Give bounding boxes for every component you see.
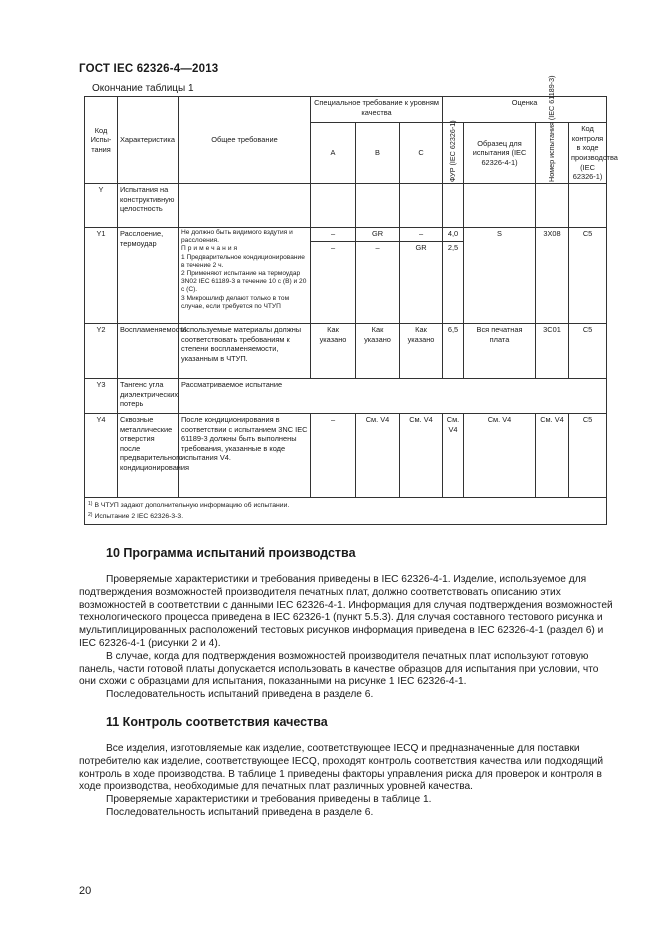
table-row [85, 184, 607, 228]
row-y1-c2: GR [400, 242, 443, 324]
row-y1-test: 3X08 [536, 228, 569, 324]
document-header: ГОСТ IEC 62326-4—2013 [79, 63, 219, 75]
footnote-2: $^{2)}$ Испытание 2 IEC 62326-3-3. [88, 512, 184, 520]
row-y3-general: Рассматриваемое испытание [179, 379, 607, 414]
row-y1-control: C5 [569, 228, 607, 324]
header-special: Специальное требование к уровням качества [311, 97, 443, 123]
row-y1-c1: – [400, 228, 443, 242]
header-code: Код Испы-тания [85, 97, 118, 184]
header-fur: ФУР (IEC 62326-1) [447, 120, 457, 182]
row-y1-note3: 3 Микрошлиф делают только в том случае, если требуется по ЧТУП [181, 294, 290, 310]
section-10-title: 10 Программа испытаний производства [106, 546, 356, 560]
row-y1-general: Не должно быть видимого вздутия и расслоения. [181, 229, 293, 245]
section-10-body [79, 574, 613, 702]
row-y1-b2: – [356, 242, 400, 324]
row-y1-fur1: 4,0 [443, 228, 464, 242]
row-y4-b: См. V4 [356, 414, 400, 498]
row-y4-test: См. V4 [536, 414, 569, 498]
row-y1-characteristic: Расслоение, термоудар [118, 228, 179, 324]
section-10-paragraph: Проверяемые характеристики и требования приведены в IEC 62326-4-1. Изделие, используемое для подтверждения возможностей производителя печатных плат, должно соответствовать описанию этих возможностей в соответствии с данными IEC 62326-4-1. Информация для случая подтверждения возможностей технологического процесса приведена в IEC 62326-1 (пункт 5.5.3). Для случая составного тестового рисунка и мультиплицированных расположений тестовых рисунков информация приведена в IEC 62326-4-1 (раздел 6) и IEC 62326-4-1 (рисунки 2 и 4). [79, 574, 613, 649]
header-level-a: A [311, 123, 356, 184]
row-y2-general: Используемые материалы должны соответствовать требованиям к степени воспламеняемости, указанным в ЧТУП. [179, 324, 311, 379]
table-row [85, 228, 607, 242]
row-y3-code: Y3 [85, 379, 118, 414]
row-y1-a1: – [311, 228, 356, 242]
section-11-body [79, 743, 613, 820]
table-row [85, 324, 607, 379]
row-y4-control: C5 [569, 414, 607, 498]
row-y2-b: Как указано [356, 324, 400, 379]
header-characteristic: Характеристика [118, 97, 179, 184]
table-footnotes-row [85, 498, 607, 525]
row-y2-a: Как указано [311, 324, 356, 379]
table-row [85, 379, 607, 414]
header-level-b: B [356, 123, 400, 184]
section-11-paragraph: Проверяемые характеристики и требования приведены в таблице 1. [106, 794, 432, 806]
section-10-paragraph: В случае, когда для подтверждения возможностей производителя печатных плат используют готовую панель, части готовой платы допускается использовать в качестве образцов для испытания при условии, что они схожи с образцами для испытания, показанными на рисунке 1 IEC 62326-4-1. [79, 650, 599, 688]
row-y2-c: Как указано [400, 324, 443, 379]
row-y1-fur2: 2,5 [443, 242, 464, 324]
row-y4-a: – [311, 414, 356, 498]
header-test-number: Номер испытания (IEC 61189-3) [546, 75, 556, 182]
row-y4-sample: См. V4 [464, 414, 536, 498]
row-y1-b1: GR [356, 228, 400, 242]
row-y1-note1: 1 Предварительное кондиционирование в течение 2 ч. [181, 253, 305, 269]
header-control-code: Код контроля в ходе производства (IEC 62326-1) [569, 123, 607, 184]
row-y1-code: Y1 [85, 228, 118, 324]
row-y4-c: См. V4 [400, 414, 443, 498]
footnote-1: $^{1)}$ В ЧТУП задают дополнительную информацию об испытании. [88, 501, 290, 509]
header-evaluation: Оценка [443, 97, 607, 123]
row-y4-characteristic: Сквозные металлические отверстия после предварительного кондиционирования [118, 414, 179, 498]
section-11-paragraph: Все изделия, изготовляемые как изделие, соответствующее IECQ и предназначенные для поставки потребителю как изделие, соответствующее IECQ, проходят контроль соответствия качества или подходящий контроль в ходе производства. В таблице 1 приведены факторы управления риска для проверок и контроля в ходе производства, необходимые для печатных плат различных уровней качества. [79, 743, 604, 793]
row-y-characteristic: Испытания на конструктивную целостность [118, 184, 179, 228]
row-y2-fur: 6,5 [443, 324, 464, 379]
row-y4-code: Y4 [85, 414, 118, 498]
row-y2-sample: Вся печатная плата [464, 324, 536, 379]
row-y2-control: C5 [569, 324, 607, 379]
row-y2-code: Y2 [85, 324, 118, 379]
section-11-title: 11 Контроль соответствия качества [106, 715, 328, 729]
row-y1-note2: 2 Применяют испытание на термоудар 3N02 IEC 61189-3 в течение 10 с (B) и 20 с (C). [181, 270, 307, 294]
row-y1-note-title: Примечания [181, 245, 240, 253]
row-y3-characteristic: Тангенс угла диэлектрических потерь [118, 379, 179, 414]
row-y1-sample: S [464, 228, 536, 324]
section-10-paragraph: Последовательность испытаний приведена в разделе 6. [106, 689, 374, 701]
header-sample: Образец для испытания (IEC 62326-4-1) [464, 123, 536, 184]
table-row [85, 414, 607, 498]
header-level-c: C [400, 123, 443, 184]
row-y4-fur: См. V4 [443, 414, 464, 498]
table-caption: Окончание таблицы 1 [92, 83, 194, 94]
row-y2-characteristic: Воспламеняемость [118, 324, 179, 379]
row-y2-test: 3C01 [536, 324, 569, 379]
page-number: 20 [79, 885, 92, 897]
header-general: Общее требование [179, 97, 311, 184]
row-y4-general: После кондиционирования в соответствии с испытанием 3NC IEC 61189-3 должны быть выполнены требования, указанные в коде испытания V4. [179, 414, 311, 498]
row-y1-a2: – [311, 242, 356, 324]
section-11-paragraph: Последовательность испытаний приведена в разделе 6. [106, 806, 374, 818]
row-y-code: Y [85, 184, 118, 228]
